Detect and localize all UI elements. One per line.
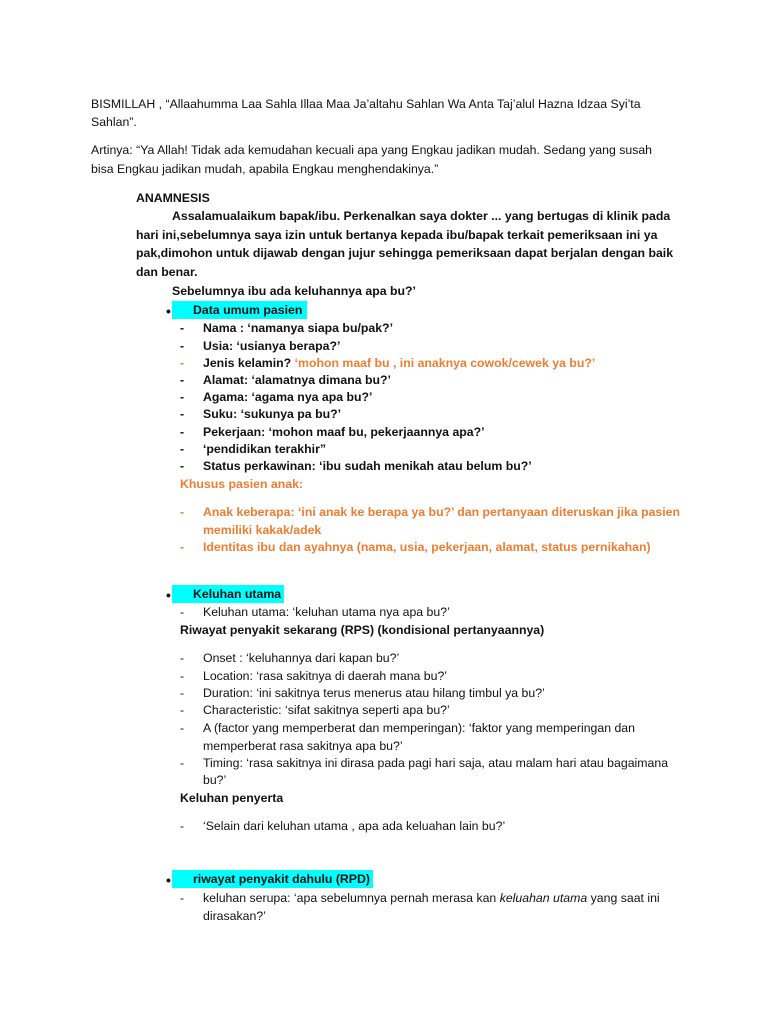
- dash-icon: -: [180, 339, 185, 353]
- section-title-rpd: riwayat penyakit dahulu (RPD): [172, 870, 373, 888]
- rpd-item-line-1: [203, 889, 660, 907]
- dash-icon: -: [180, 669, 185, 683]
- dash-icon: -: [180, 686, 185, 700]
- rpd-item-line-2: dirasakan?’: [203, 909, 266, 923]
- dash-icon: -: [180, 703, 185, 717]
- dash-icon: -: [180, 321, 185, 335]
- anak-item-line-1: Anak keberapa: ‘ini anak ke berapa ya bu?’ dan pertanyaan diteruskan jika pasien: [203, 505, 681, 519]
- khusus-pasien-anak-title: Khusus pasien anak:: [180, 477, 304, 491]
- opening-line-2: hari ini,sebelumnya saya izin untuk bertanya kepada ibu/bapak terkait pemeriksaan ini ya: [136, 228, 658, 242]
- artinya-line-1: Artinya: “Ya Allah! Tidak ada kemudahan kecuali apa yang Engkau jadikan mudah. Sedang yang susah: [91, 143, 653, 157]
- list-item: Alamat: ‘alamatnya dimana bu?’: [203, 373, 391, 387]
- list-item-jenis-kelamin: [203, 354, 595, 372]
- rps-a-line-2: memperberat rasa sakitnya apa bu?’: [203, 739, 403, 753]
- opening-line-3: pak,dimohon untuk dijawab dengan jujur sehingga pemeriksaan dapat berjalan dengan baik: [136, 246, 674, 260]
- list-item: Status perkawinan: ‘ibu sudah menikah atau belum bu?’: [203, 459, 532, 473]
- opening-line-1: Assalamualaikum bapak/ibu. Perkenalkan saya dokter ... yang bertugas di klinik pada: [172, 209, 671, 223]
- bullet-icon: •: [166, 587, 171, 603]
- bismillah-line-2: Sahlan”.: [91, 115, 137, 129]
- rps-timing-line-2: bu?’: [203, 773, 227, 787]
- list-item: Suku: ‘sukunya pa bu?’: [203, 407, 342, 421]
- identitas-item: Identitas ibu dan ayahnya (nama, usia, pekerjaan, alamat, status pernikahan): [203, 540, 651, 554]
- dash-icon: -: [180, 407, 185, 421]
- dash-icon: -: [180, 756, 185, 770]
- bullet-icon: •: [166, 872, 171, 888]
- dash-icon: -: [180, 390, 185, 404]
- rps-item: Duration: ‘ini sakitnya terus menerus atau hilang timbul ya bu?’: [203, 686, 545, 700]
- rps-title: Riwayat penyakit sekarang (RPS) (kondisional pertanyaannya): [180, 623, 545, 637]
- rps-item: Location: ‘rasa sakitnya di daerah mana bu?’: [203, 669, 448, 683]
- anamnesis-heading: ANAMNESIS: [136, 191, 210, 205]
- rpd-text-pre: keluhan serupa: ‘apa sebelumnya pernah merasa kan: [203, 891, 500, 905]
- dash-icon: -: [180, 505, 185, 519]
- dash-icon: -: [180, 540, 185, 554]
- keluhan-penyerta-title: Keluhan penyerta: [180, 791, 284, 805]
- dash-icon: -: [180, 819, 185, 833]
- list-item: ‘pendidikan terakhir”: [203, 442, 326, 456]
- bullet-icon: •: [166, 303, 171, 319]
- rps-timing-line-1: Timing: ‘rasa sakitnya ini dirasa pada pagi hari saja, atau malam hari atau bagaimana: [203, 756, 669, 770]
- opening-line-4: dan benar.: [136, 265, 198, 279]
- dash-icon: -: [180, 605, 185, 619]
- section-title-keluhan-utama: Keluhan utama: [172, 585, 284, 603]
- dash-icon: -: [180, 425, 185, 439]
- rpd-text-italic: keluahan utama: [499, 891, 588, 905]
- dash-icon: -: [180, 356, 185, 370]
- dash-icon: -: [180, 891, 185, 905]
- rps-a-line-1: A (factor yang memperberat dan memperingan): ‘faktor yang memperingan dan: [203, 721, 635, 735]
- dash-icon: -: [180, 721, 185, 735]
- rpd-text-post: yang saat ini: [587, 891, 660, 905]
- opening-question: Sebelumnya ibu ada keluhannya apa bu?’: [172, 284, 416, 298]
- list-item: Agama: ‘agama nya apa bu?’: [203, 390, 373, 404]
- jenis-kelamin-question: ‘mohon maaf bu , ini anaknya cowok/cewek ya bu?’: [294, 356, 596, 370]
- dash-icon: -: [180, 459, 185, 473]
- dash-icon: -: [180, 442, 185, 456]
- list-item: Nama : ‘namanya siapa bu/pak?’: [203, 321, 393, 335]
- anak-item-line-2: memiliki kakak/adek: [203, 523, 322, 537]
- list-item: Pekerjaan: ‘mohon maaf bu, pekerjaannya apa?’: [203, 425, 485, 439]
- bismillah-line-1: BISMILLAH , “Allaahumma Laa Sahla Illaa Maa Ja’altahu Sahlan Wa Anta Taj’alul Hazna Idzaa Syi’ta: [91, 97, 641, 111]
- artinya-line-2: bisa Engkau jadikan mudah, apabila Engkau menghendakinya.”: [91, 162, 439, 176]
- section-title-data-umum: Data umum pasien: [172, 301, 307, 319]
- dash-icon: -: [180, 373, 185, 387]
- keluhan-utama-item: Keluhan utama: ‘keluhan utama nya apa bu?’: [203, 605, 450, 619]
- rps-item: Onset : ‘keluhannya dari kapan bu?’: [203, 651, 400, 665]
- list-item: Usia: ‘usianya berapa?’: [203, 339, 341, 353]
- jenis-kelamin-label: Jenis kelamin?: [203, 356, 295, 370]
- dash-icon: -: [180, 651, 185, 665]
- rps-item: Characteristic: ‘sifat sakitnya seperti apa bu?’: [203, 703, 450, 717]
- keluhan-penyerta-item: ‘Selain dari keluhan utama , apa ada keluahan lain bu?’: [203, 819, 506, 833]
